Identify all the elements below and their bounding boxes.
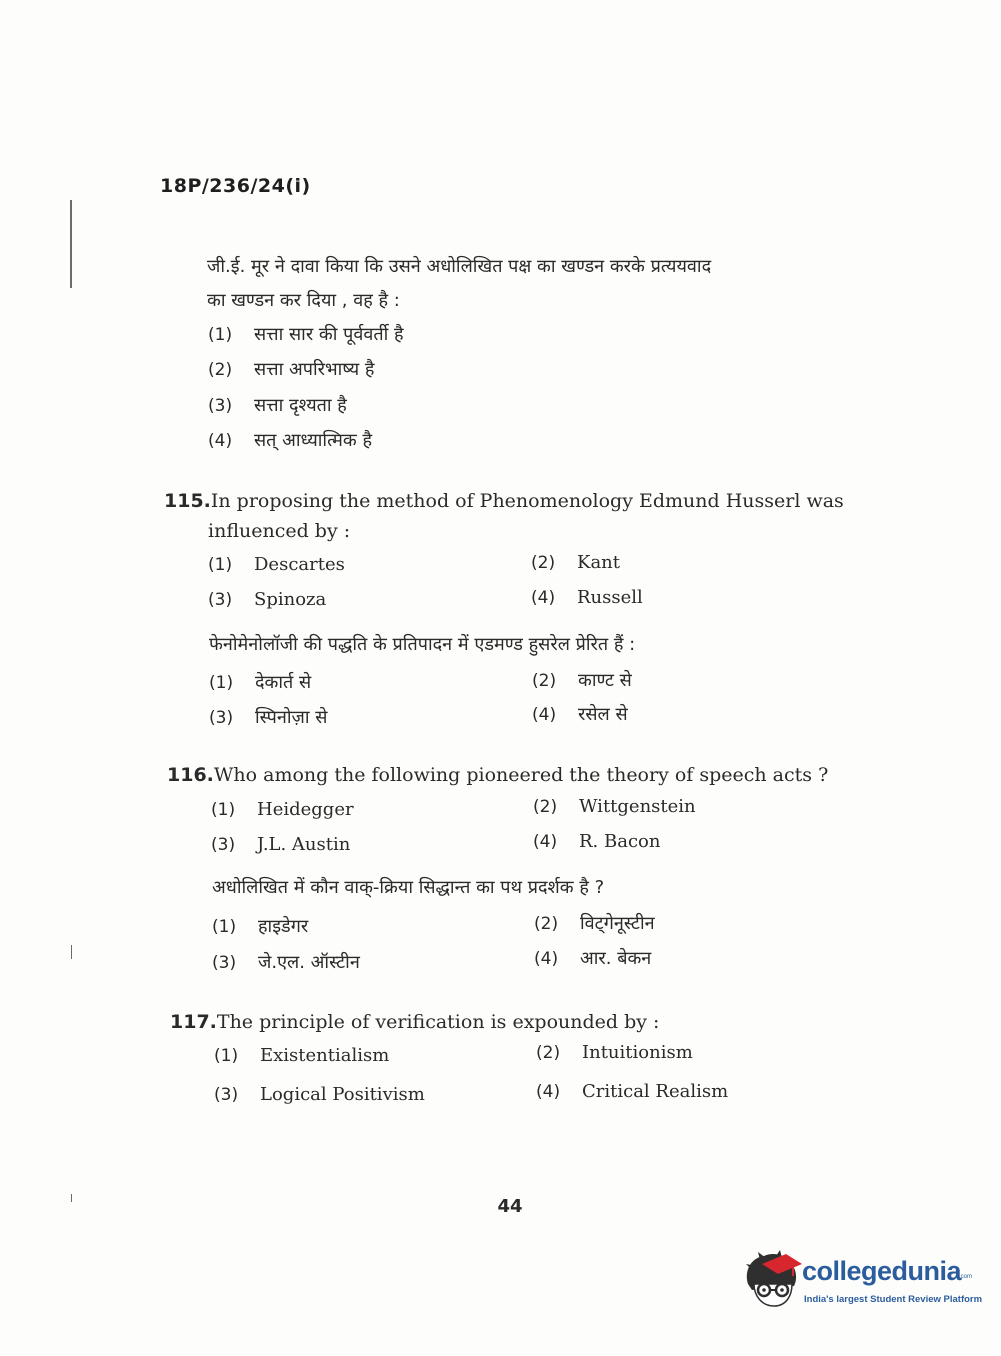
question-text: The principle of verification is expounded by : <box>216 1011 660 1033</box>
option-number: (3) <box>208 590 233 610</box>
option-text: Existentialism <box>260 1045 390 1066</box>
option-text: Descartes <box>254 554 345 575</box>
option-number: (4) <box>531 588 556 608</box>
q115-hindi-stem: फेनोमेनोलॉजी की पद्धति के प्रतिपादन में एडमण्ड हुसरेल प्रेरित हैं : <box>209 634 636 655</box>
option-text: Logical Positivism <box>260 1084 425 1105</box>
option-text: Kant <box>577 552 621 573</box>
collegedunia-logo <box>742 1250 983 1310</box>
option-text: जे.एल. ऑस्टीन <box>258 952 360 973</box>
q116-hindi-stem: अधोलिखित में कौन वाक्-क्रिया सिद्धान्त का पथ प्रदर्शक है ? <box>212 877 605 898</box>
question-text: Who among the following pioneered the theory of speech acts ? <box>213 764 829 786</box>
q116-hindi-option-1 <box>212 914 308 938</box>
logo-wordmark: collegedunia <box>802 1256 962 1286</box>
q115-stem-line2: influenced by : <box>208 520 351 542</box>
option-text: Wittgenstein <box>579 796 696 817</box>
option-number: (2) <box>208 360 233 380</box>
option-text: Heidegger <box>257 799 354 820</box>
option-text: सत्ता दृश्यता है <box>254 395 347 416</box>
option-number: (4) <box>208 431 233 451</box>
option-text: आर. बेकन <box>580 948 652 969</box>
q117-option-4 <box>536 1081 728 1102</box>
option-text: विट्गेनूस्टीन <box>580 913 655 934</box>
q114-hindi-stem-line1: जी.ई. मूर ने दावा किया कि उसने अधोलिखित पक्ष का खण्डन करके प्रत्ययवाद <box>207 256 712 277</box>
option-text: काण्ट से <box>578 670 632 691</box>
q115-hindi-option-3 <box>209 705 327 729</box>
option-text: J.L. Austin <box>257 834 351 855</box>
question-number: 115. <box>164 490 211 512</box>
option-text: Critical Realism <box>582 1081 729 1102</box>
option-number: (3) <box>212 953 237 973</box>
option-number: (4) <box>536 1082 561 1102</box>
q117-option-1 <box>214 1045 389 1066</box>
option-text: Russell <box>577 587 643 608</box>
q115-stem-line1 <box>164 487 844 515</box>
logo-suffix: .com <box>959 1274 973 1280</box>
q115-option-4 <box>531 587 643 608</box>
q116-stem <box>167 761 828 789</box>
q114-hindi-option-4 <box>208 428 372 452</box>
option-number: (4) <box>534 949 559 969</box>
q116-option-4 <box>533 831 660 852</box>
scan-margin-tick <box>71 945 72 959</box>
paper-code: 18P/236/24(i) <box>160 175 311 197</box>
option-text: सत्ता अपरिभाष्य है <box>254 359 375 380</box>
option-text: देकार्त से <box>255 672 312 693</box>
option-number: (2) <box>532 671 557 691</box>
q116-option-2 <box>533 796 696 817</box>
option-number: (1) <box>211 800 236 820</box>
q116-hindi-option-4 <box>534 946 651 970</box>
q115-option-3 <box>208 589 326 610</box>
option-text: सत् आध्यात्मिक है <box>254 430 373 451</box>
scan-margin-line <box>70 200 72 288</box>
option-number: (3) <box>211 835 236 855</box>
option-number: (1) <box>209 673 234 693</box>
q117-option-2 <box>536 1042 693 1063</box>
q115-option-1 <box>208 554 345 575</box>
option-number: (3) <box>214 1085 239 1105</box>
q117-option-3 <box>214 1084 425 1105</box>
q114-hindi-option-1 <box>208 322 404 346</box>
q115-option-2 <box>531 552 620 573</box>
option-number: (2) <box>534 914 559 934</box>
q115-hindi-option-2 <box>532 668 632 692</box>
q116-hindi-option-2 <box>534 911 655 935</box>
option-number: (1) <box>212 917 237 937</box>
option-number: (1) <box>208 555 233 575</box>
option-text: R. Bacon <box>579 831 661 852</box>
q117-stem <box>170 1008 659 1036</box>
q114-hindi-option-3 <box>208 393 347 417</box>
q114-hindi-option-2 <box>208 357 374 381</box>
q116-hindi-option-3 <box>212 950 360 974</box>
page-number: 44 <box>497 1196 523 1217</box>
q116-option-1 <box>211 799 354 820</box>
q115-hindi-option-1 <box>209 670 311 694</box>
option-number: (2) <box>531 553 556 573</box>
q115-hindi-option-4 <box>532 702 628 726</box>
option-number: (3) <box>208 396 233 416</box>
logo-tagline: India's largest Student Review Platform <box>804 1294 983 1305</box>
option-number: (3) <box>209 708 234 728</box>
option-number: (1) <box>208 325 233 345</box>
option-text: सत्ता सार की पूर्ववर्ती है <box>254 324 404 345</box>
question-text: In proposing the method of Phenomenology Edmund Husserl was <box>210 490 844 512</box>
q116-option-3 <box>211 834 350 855</box>
q114-hindi-stem-line2: का खण्डन कर दिया , वह है : <box>207 290 400 311</box>
option-text: Intuitionism <box>582 1042 693 1063</box>
mascot-icon <box>742 1250 804 1312</box>
question-number: 116. <box>167 764 214 786</box>
question-number: 117. <box>170 1011 217 1033</box>
option-number: (4) <box>532 705 557 725</box>
option-number: (2) <box>533 797 558 817</box>
option-number: (4) <box>533 832 558 852</box>
option-text: स्पिनोज़ा से <box>255 707 328 728</box>
option-text: Spinoza <box>254 589 327 610</box>
option-text: रसेल से <box>578 704 628 725</box>
option-number: (1) <box>214 1046 239 1066</box>
option-number: (2) <box>536 1043 561 1063</box>
option-text: हाइडेगर <box>258 916 309 937</box>
